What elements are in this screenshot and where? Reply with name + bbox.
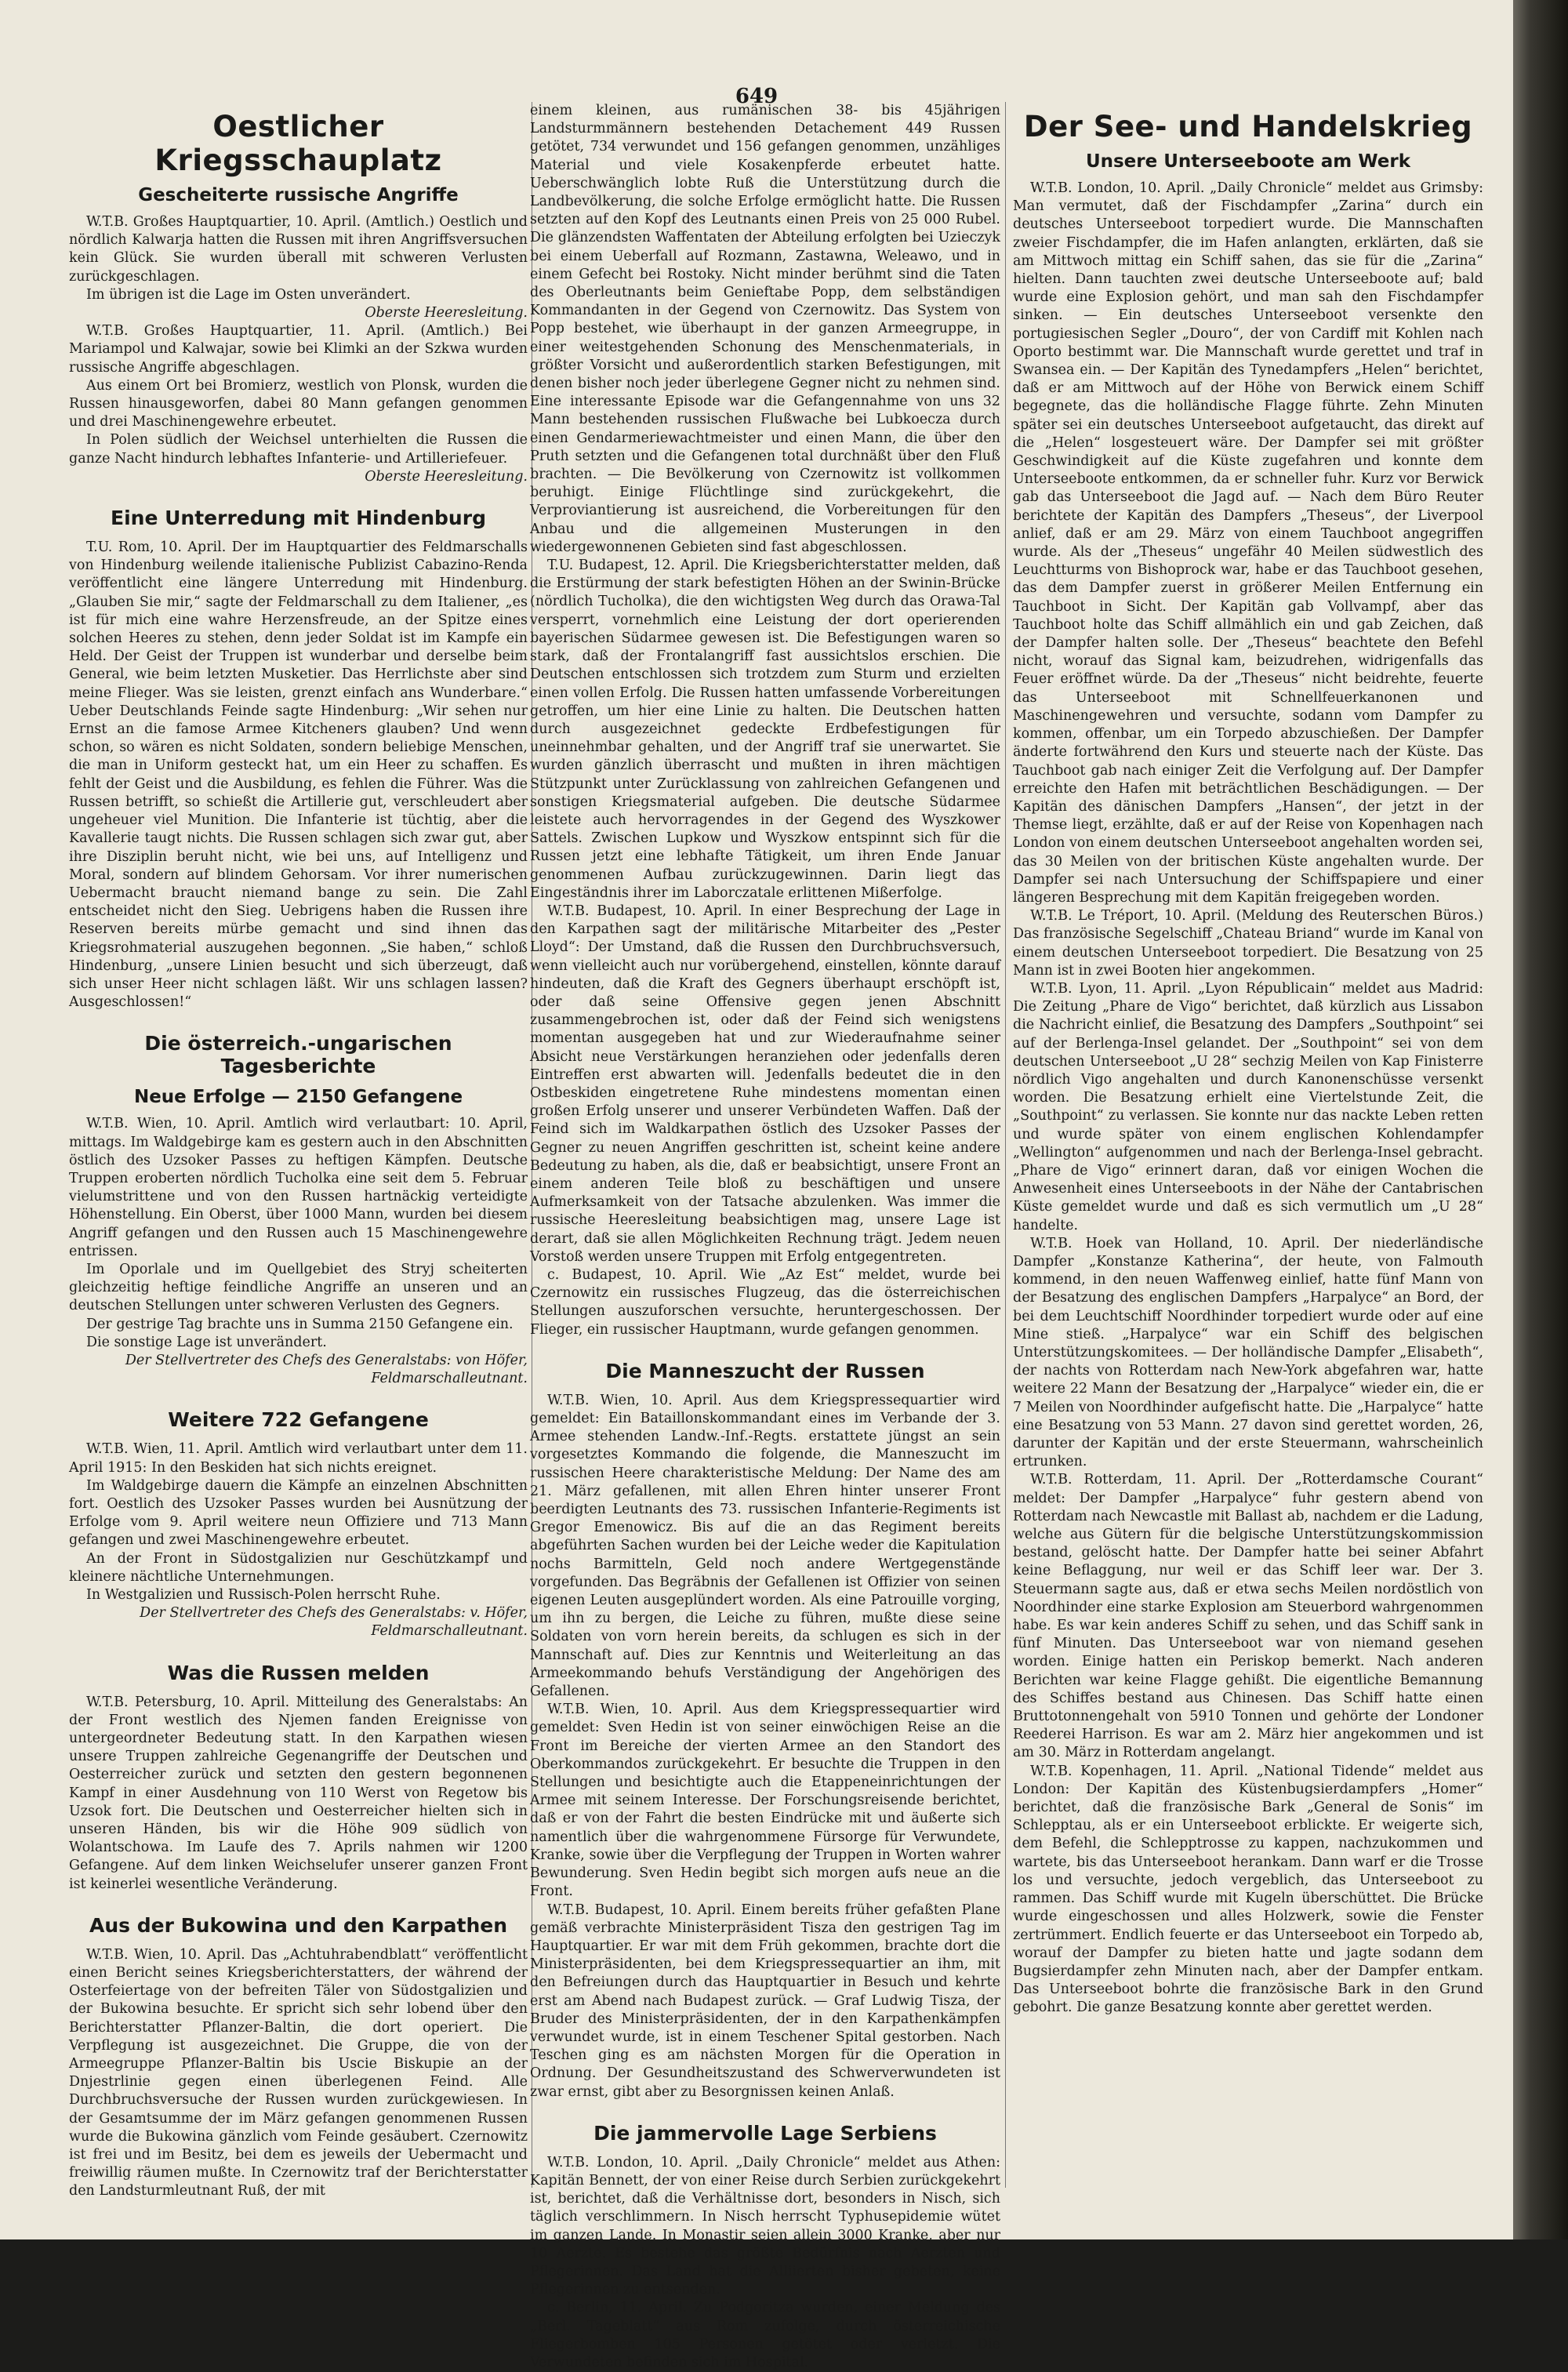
article-paragraph: In Polen südlich der Weichsel unterhielten die Russen die ganze Nacht hindurch lebhaftes Infanterie- und Artilleriefeuer. — [69, 432, 528, 467]
article-paragraph: W.T.B. London, 10. April. „Daily Chronicle“ meldet aus Grimsby: Man vermutet, daß der Fischdampfer „Zarina“ durch ein deutsches Unterseeboot torpediert wurde. Die Mannschaften zweier Fischdampfer, die im Hafen anlangten, erklärten, daß sie am Mittwoch mittag ein Schiff sahen, das sie für die „Zarina“ hielten. Dann tauchten zwei deutsche Unterseeboote auf; bald wurde eine Explosion gehört, und man sah den Fischdampfer sinken. — Ein deutsches Unterseeboot versenkte den portugiesischen Segler „Douro“, der von Cardiff mit Kohlen nach Oporto bestimmt war. Die Mannschaft wurde gerettet und traf in Swansea ein. — Der Kapitän des Tynedampfers „Helen“ berichtet, daß er am Mittwoch auf der Höhe von Berwick einem Schiff begegnete, das die holländische Flagge führte. Zehn Minuten später sei ein deutsches Unterseeboot aufgetaucht, das direkt auf die „Helen“ losgesteuert wäre. Der Dampfer sei mit größter Geschwindigkeit auf die Küste zugefahren und konnte dem Unterseeboote entkommen, da er schneller fuhr. Kurz vor Berwick gab das Unterseeboot die Jagd auf. — Nach dem Büro Reuter berichtete der Kapitän des Dampfers „Theseus“, der Liverpool anlief, daß er am 29. März von einem Tauchboot angegriffen wurde. Als der „Theseus“ ungefähr 40 Meilen südwestlich des Leuchtturms von Bishoprock war, habe er das Tauchboot gesehen, das dem Dampfer zuerst in größerer Meilen Entfernung ein Tauchboot in Sicht. Der Kapitän gab Vollvampf, aber das Tauchboot holte das Schiff allmählich ein und gab Zeichen, daß der Dampfer halten solle. Der „Theseus“ beachtete den Befehl nicht, worauf das Signal kam, beizudrehen, widrigenfalls das Feuer eröffnet würde. Da der „Theseus“ nicht beidrehte, feuerte das Unterseeboot mit Schnellfeuerkanonen und Maschinengewehren und versuchte, sodann vom Dampfer zu kommen, offenbar, um ein Torpedo abzuschießen. Der Dampfer änderte fortwährend den Kurs und steuerte nach der Küste. Das Tauchboot gab nach einiger Zeit die Verfolgung auf. Der Dampfer erreichte den Hafen mit beträchtlichen Beschädigungen. — Der Kapitän des dänischen Dampfers „Hansen“, der jetzt in der Themse liegt, erzählte, daß er auf der Reise von Kopenhagen nach London von einem deutschen Unterseeboot angehalten worden sei, das 30 Meilen von der britischen Küste angehalten wurde. Der Dampfer sei nach Untersuchung der Schiffspapiere und einer längeren Besprechung mit dem Kapitän freigegeben worden. — [1013, 180, 1483, 906]
article-paragraph: c. Berlin, 11. April. Zu Podgoritza wurden, einer Meldung des „Berl. Tageblatt“ aus Rom zufolge, durch österreichische Fliegerbomben 105 Personen getötet oder verletzt. Die Verwundeten befinden sich im Hospital. — [530, 2300, 1000, 2370]
article-paragraph: W.T.B. London, 10. April. „Daily Chronicle“ meldet aus Athen: Kapitän Bennett, der von einer Reise durch Serbien zurückgekehrt ist, berichtet, daß die Verhältnisse dort, besonders in Nisch, sich täglich verschlimmern. In Nisch herrscht Typhusepidemie wütet im ganzen Lande. In Monastir seien allein 3000 Kranke, aber nur 10 Aerzte. Es bestehe das größte Bedürfnis nach Aerzten und Pflegerinnen. Das Land hat die Alliierten bisher gebeten, keine Pflegerinnen zu entsenden. — [530, 2154, 1000, 2298]
signature: Der Stellvertreter des Chefs des Generalstabs: v. Höfer, Feldmarschalleutnant. — [140, 1605, 528, 1640]
headline-bukowina-carpathians: Aus der Bukowina und den Karpathen — [89, 1913, 508, 1937]
article-paragraph: W.T.B. Wien, 11. April. Amtlich wird verlautbart unter dem 11. April 1915: In den Beskiden hat sich nichts ereignet. — [69, 1441, 528, 1476]
signature: Der Stellvertreter des Chefs des Generalstabs: von Höfer, Feldmarschalleutnant. — [125, 1352, 528, 1387]
article-paragraph: W.T.B. Wien, 10. April. Das „Achtuhrabendblatt“ veröffentlicht einen Bericht seines Kriegsberichterstatters, der während der Osterfeiertage von der befreiten Täler von Südostgalizien und der Bukowina besuchte. Er spricht sich sehr lobend über den Berichterstatter Pflanzer-Baltin, die dort operiert. Die Verpflegung ist ausgezeichnet. Die Gruppe, die von der Armeegruppe Pflanzer-Baltin bis Uscie Biskupie an der Dnjestrlinie gegen einen überlegenen Feind. Alle Durchbruchsversuche der Russen wurden zurückgewiesen. In der Gesamtsumme der im März gefangen genommenen Russen wurde die Bukowina gänzlich vom Feinde gesäubert. Czernowitz ist frei und im Besitz, bei dem es jeweils der Uebermacht und freiwillig räumen mußte. In Czernowitz traf der Berichterstatter den Landsturmleutnant Ruß, der mit — [69, 1946, 528, 2199]
article-paragraph: T.U. Budapest, 12. April. Die Kriegsberichterstatter melden, daß die Erstürmung der stark befestigten Höhen an der Swinin-Brücke (nördlich Tucholka), die den wichtigsten Weg durch das Orawa-Tal versperrt, vornehmlich eine Leistung der dort operierenden bayerischen Südarmee gewesen ist. Die Befestigungen waren so stark, daß der Frontalangriff fast aussichtslos erschien. Die Deutschen entschlossen sich trotzdem zum Sturm und erzielten einen vollen Erfolg. Die Russen hatten umfassende Vorbereitungen getroffen, um hier eine Linie zu halten. Die Deutschen hatten durch ausgezeichnet gedeckte Erdbefestigungen für uneinnehmbar gehalten, und der Angriff traf sie unerwartet. Sie wurden gänzlich überrascht und mußten in ihren mächtigen Stützpunkt unter Zurücklassung von zahlreichen Gefangenen und sonstigen Kriegsmaterial aufgeben. Die deutsche Südarmee leistete auch hervorragendes in der Gegend des Wyszkower Sattels. Zwischen Lupkow und Wyszkow entspinnt sich für die Russen jetzt eine lebhafte Tätigkeit, um ihren Ende Januar genommenen Aufbau zurückzugewinnen. Darin liegt das Eingeständnis ihrer im Laborczatale erlittenen Mißerfolge. — [530, 558, 1000, 901]
book-binding-edge — [1513, 0, 1568, 2239]
article-paragraph: einem kleinen, aus rumänischen 38- bis 45jährigen Landsturmmännern bestehenden Detachement 449 Russen getötet, 734 verwundet und 156 gefangen genommen, unzähliges Material und viele Kosakenpferde erbeutet hatte. Ueberschwänglich lobte Ruß die Unterstützung durch die Landbevölkerung, die solche Erfolge ermöglicht hatte. Die Russen setzten auf den Kopf des Leutnants einen Preis von 25 000 Rubel. Die glänzendsten Waffentaten der Abteilung erfolgten bei Uzieczyk bei einem Ueberfall auf Rozmann, Zastawna, Weleawo, und in einem Gefecht bei Rostoky. Nicht minder berühmt sind die Taten des Oberleutnants beim Genieftabe Popp, dem selbständigen Kommandanten in der Gegend von Czernowitz. Das System von Popp bestehet, wie überhaupt in der ganzen Armeegruppe, in einer weitestgehenden Schonung des Menschenmaterials, in größter Vorsicht und außerordentlich starken Befestigungen, mit denen bisher noch jeder überlegene Gegner nicht zu nehmen sind. Eine interessante Episode war die Gefangennahme von uns 32 Mann bestehenden russischen Flußwache bei Lubkoecza durch einen Gendarmeriewachtmeister und einen Mann, die über den Pruth setzten und die Gefangenen total durchnäßt über den Fluß brachten. — Die Bevölkerung von Czernowitz ist vollkommen beruhigt. Einige Flüchtlinge sind zurückgekehrt, die Verproviantierung ist ausreichend, die Vorbereitungen für den Anbau und die allgemeinen Musterungen in den wiedergewonnenen Gebieten sind fast abgeschlossen. — [530, 103, 1000, 555]
article-paragraph: T.U. Rom, 10. April. Der im Hauptquartier des Feldmarschalls von Hindenburg weilende italienische Publizist Cabazino-Renda veröffentlicht eine längere Unterredung mit Hindenburg. „Glauben Sie mir,“ sagte der Feldmarschall zu dem Italiener, „es ist für mich eine wahre Herzensfreude, an der Spitze eines solchen Heeres zu stehen, denn jeder Soldat ist im Kampfe ein Held. Der Geist der Truppen ist wunderbar und derselbe beim General, wie beim letzten Musketier. Das Herrlichste aber sind meine Flieger. Was sie leisten, grenzt einfach ans Wunderbare.“ Ueber Deutschlands Feinde sagte Hindenburg: „Wir sehen nur Ernst an die famose Armee Kitcheners glauben? Und wenn schon, so wären es nicht Soldaten, sondern beliebige Menschen, die man in Uniform gesteckt hat, um ein Heer zu schaffen. Es fehlt der Geist und die Ausbildung, es fehlen die Führer. Was die Russen betrifft, so schießt die Artillerie gut, verschleudert aber ungeheuer viel Munition. Die Infanterie ist tüchtig, aber die Kavallerie taugt nichts. Die Russen schlagen sich zwar gut, aber ihre Disziplin beruht nicht, wie bei uns, auf Intelligenz und Moral, sondern auf blindem Gehorsam. Vor ihrer numerischen Uebermacht braucht niemand bange zu sein. Die Zahl entscheidet nicht den Sieg. Uebrigens haben die Russen ihre Reserven bereits mürbe gemacht und sind ihnen das Kriegsrohmaterial auszugehen begonnen. „Sie haben,“ schloß Hindenburg, „unsere Linien besucht und sich überzeugt, daß sich unser Heer nicht schlagen läßt. Wir uns schlagen lassen? Ausgeschlossen!“ — [69, 539, 528, 1011]
article-paragraph: W.T.B. Petersburg, 10. April. Mitteilung des Generalstabs: An der Front westlich des Njemen fanden Ereignisse von untergeordneter Bedeutung statt. In den Karpathen wiesen unsere Truppen zahlreiche Gegenangriffe der Deutschen und Oesterreicher zurück und setzten den gestern begonnenen Kampf in einer Ausdehnung von 110 Werst von Regetow bis Uzsok fort. Die Deutschen und Oesterreicher hielten sich in unseren Händen, bis wir die Höhe 909 südlich von Wolantschowa. Im Laufe des 7. Aprils nahmen wir 1200 Gefangene. Auf dem linken Weichselufer unserer ganzen Front ist keinerlei wesentliche Veränderung. — [69, 1694, 528, 1892]
article-paragraph: W.T.B. Wien, 10. April. Aus dem Kriegspressequartier wird gemeldet: Ein Bataillonskommandant eines im Verbande der 3. Armee stehenden Landw.-Inf.-Regts. erstattete jüngst an sein vorgesetztes Kommando die folgende, die Manneszucht im russischen Heere charakteristische Meldung: Der Name des am 21. März gefallenen, mit allen Ehren hinter unserer Front beerdigten Leutnants des 73. russischen Infanterie-Regiments ist Gregor Emenowicz. Bis auf die an das Regiment bereits abgeführten Sachen wurden bei der Leiche weder die Kapitulation nochs Barmitteln, Geld noch andere Wertgegenstände vorgefunden. Das Begräbnis der Gefallenen ist Offizier von seinen eigenen Leuten ausgeplündert worden. Als eine Patrouille vorging, um ihn zu bergen, die Leiche zu führen, mußte diese seine Soldaten von vorn herein bereits, da schlugen es sich in der Mannschaft auf. Dies zur Kenntnis und Weiterleitung an das Armeekommando behufs Verständigung der Angehörigen des Gefallenen. — [530, 1392, 1000, 1700]
column-middle — [530, 102, 1000, 2370]
column-left — [69, 94, 528, 2203]
headline-russian-reports: Was die Russen melden — [167, 1661, 430, 1684]
article-paragraph: Im Waldgebirge dauern die Kämpfe an einzelnen Abschnitten fort. Oestlich des Uzsoker Passes wurden bei Ausnützung der Erfolge vom 9. April weitere neun Offiziere und 713 Mann gefangen und zwei Maschinengewehre erbeutet. — [69, 1477, 528, 1549]
section-title-naval-war: Der See- und Handelskrieg — [1023, 110, 1473, 143]
article-paragraph: W.T.B. Wien, 10. April. Aus dem Kriegspressequartier wird gemeldet: Sven Hedin ist von seiner einwöchigen Reise an die Front im Bereiche der vierten Armee an den Standort des Oberkommandos zurückgekehrt. Er besuchte die Truppen in den Stellungen und besichtigte auch die Etappeneinrichtungen der Armee mit seinem Interesse. Der Forschungsreisende berichtet, daß er von der Fahrt die besten Eindrücke mit und äußerte sich namentlich über die wahrgenommene Fürsorge für Verwundete, Kranke, sowie über die Verpflegung der Truppen in Worten wahrer Bewunderung. Sven Hedin begibt sich morgen aufs neue an die Front. — [530, 1702, 1000, 1900]
headline-hindenburg-interview: Eine Unterredung mit Hindenburg — [111, 507, 486, 530]
article-paragraph: Der gestrige Tag brachte uns in Summa 2150 Gefangene ein. — [86, 1316, 514, 1332]
article-paragraph: W.T.B. Hoek van Holland, 10. April. Der niederländische Dampfer „Konstanze Katherina“, der heute, von Falmouth kommend, in den neuen Waffenweg einlief, hatte fünf Mann von der Besatzung des englischen Dampfers „Harpalyce“ an Bord, der bei dem Leuchtschiff Noordhinder torpediert wurde oder auf eine Mine stieß. „Harpalyce“ war ein Schiff des belgischen Unterstützungskomitees. — Der holländische Dampfer „Elisabeth“, der nachts von Rotterdam nach New-York abgefahren war, hatte weitere 22 Mann der Besatzung der „Harpalyce“ wieder ein, die er 7 Meilen von Noordhinder aufgefischt hatte. Die „Harpalyce“ hatte eine Besatzung von 53 Mann. 27 davon sind gerettet worden, 26, darunter der Kapitän und der erste Steuermann, wahrscheinlich ertrunken. — [1013, 1235, 1483, 1470]
article-paragraph: In Westgalizien und Russisch-Polen herrscht Ruhe. — [86, 1587, 441, 1603]
article-paragraph: W.T.B. Großes Hauptquartier, 11. April. (Amtlich.) Bei Mariampol und Kalwajar, sowie bei Klimki an der Szkwa wurden russische Angriffe abgeschlagen. — [69, 323, 528, 376]
article-paragraph: c. Budapest, 10. April. Wie „Az Est“ meldet, wurde bei Czernowitz ein russisches Flugzeug, das die österreichischen Stellungen auszuforschen versuchte, heruntergeschossen. Der Flieger, ein russischer Hauptmann, wurde gefangen genommen. — [530, 1267, 1000, 1338]
subtitle-failed-attacks: Gescheiterte russische Angriffe — [138, 185, 459, 205]
article-paragraph: Aus einem Ort bei Bromierz, westlich von Plonsk, wurden die Russen hinausgeworfen, dabei 80 Mann gefangen genommen und drei Maschinengewehre erbeutet. — [69, 377, 528, 430]
article-paragraph: Die sonstige Lage ist unverändert. — [86, 1334, 327, 1350]
headline-further-prisoners: Weitere 722 Gefangene — [168, 1408, 429, 1432]
section-title-eastern-front: Oestlicher Kriegsschauplatz — [154, 110, 442, 177]
article-paragraph: Im übrigen ist die Lage im Osten unverändert. — [86, 286, 411, 303]
headline-serbia: Die jammervolle Lage Serbiens — [593, 2121, 937, 2145]
article-paragraph: W.T.B. Kopenhagen, 11. April. „National Tidende“ meldet aus London: Der Kapitän des Küstenbugsierdampfers „Homer“ berichtet, daß die französische Bark „General de Sonis“ im Schlepptau, als er ein Unterseeboot erblickte. Er weigerte sich, dem Befehl, die Schlepptrosse zu kappen, nachzukommen und wartete, bis das Unterseeboot herankam. Dann warf er die Trosse los und versuchte, jedoch vergeblich, das Unterseeboot zu rammen. Das Schiff wurde mit Kugeln überschüttet. Die Brücke wurde eingeschossen und alles Holzwerk, sowie die Fenster zertrümmert. Endlich feuerte er das Unterseeboot ein Torpedo ab, worauf der Dampfer zu bieten hatte und jagte sodann dem Bugsierdampfer zehn Minuten nach, aber der Dampfer entkam. Das Unterseeboot bohrte die französische Bark in den Grund gebohrt. Die ganze Besatzung konnte aber gerettet werden. — [1013, 1763, 1483, 2016]
article-paragraph: W.T.B. Wien, 10. April. Amtlich wird verlautbart: 10. April, mittags. Im Waldgebirge kam es gestern auch in den Abschnitten östlich des Uzsoker Passes zu heftigen Kämpfen. Deutsche Truppen eroberten nördlich Tucholka eine seit dem 5. Februar vielumstrittene und von den Russen hartnäckig verteidigte Höhenstellung. Ein Oberst, über 1000 Mann, wurden bei diesem Angriff gefangen und den Russen auch 15 Maschinengewehre entrissen. — [69, 1116, 528, 1259]
subtitle-submarines: Unsere Unterseeboote am Werk — [1085, 151, 1411, 172]
column-rule — [1005, 102, 1006, 2188]
signature: Oberste Heeresleitung. — [365, 305, 528, 321]
signature: Oberste Heeresleitung. — [365, 468, 528, 485]
article-paragraph: W.T.B. Lyon, 11. April. „Lyon Républicain“ meldet aus Madrid: Die Zeitung „Phare de Vigo“ berichtet, daß kürzlich aus Lissabon die Nachricht einlief, die Besatzung des Dampfers „Southpoint“ sei auf der Berlenga-Insel gelandet. Der „Southpoint“ sei von dem deutschen Unterseeboot „U 28“ sechzig Meilen von Kap Finisterre nördlich Vigo angehalten und durch Kanonenschüsse versenkt worden. Die Besatzung erhielt eine Viertelstunde Zeit, die „Southpoint“ zu verlassen. Sie konnte nur das nackte Leben retten und wurde später von einem englischen Kohlendampfer „Wellington“ aufgenommen und nach der Berlenga-Insel gebracht. „Phare de Vigo“ erinnert daran, daß vor einigen Wochen die Anwesenheit eines Unterseeboots in der Nähe der Cantabrischen Küste gemeldet wurde und daß es sich vermutlich um „U 28“ handelte. — [1013, 980, 1483, 1233]
page-number: 649 — [735, 85, 779, 108]
article-paragraph: W.T.B. Rotterdam, 11. April. Der „Rotterdamsche Courant“ meldet: Der Dampfer „Harpalyce“ fuhr gestern abend von Rotterdam nach Newcastle mit Ballast ab, nachdem er die Ladung, welche aus Gütern für die belgische Unterstützungskommission bestand, gelöscht hatte. Der Dampfer hatte bei seiner Abfahrt keine Beflaggung, nur weil er das Schiff leer war. Der 3. Steuermann sagte aus, daß er etwa sechs Meilen nordöstlich von Noordhinder eine starke Explosion am Steuerbord wahrgenommen habe. Es war kein anderes Schiff zu sehen, und das Schiff sank in fünf Minuten. Das Unterseeboot war von niemand gesehen worden. Einige hatten ein Periskop bemerkt. Nach anderen Berichten war keine Flagge gehißt. Die eigentliche Bemannung des Schiffes bestand aus Chinesen. Das Schiff hatte einen Bruttotonnengehalt von 5910 Tonnen und gehörte der Londoner Reederei Harrison. Es war am 2. März hier angekommen und ist am 30. März in Rotterdam angelangt. — [1013, 1472, 1483, 1761]
article-paragraph: W.T.B. Budapest, 10. April. In einer Besprechung der Lage in den Karpathen sagt der militärische Mitarbeiter des „Pester Lloyd“: Der Umstand, daß die Russen den Durchbruchsversuch, wenn vielleicht auch nur vorübergehend, einstellen, könnte darauf hindeuten, daß die Kraft des Gegners überhaupt erschöpft ist, oder daß seine Offensive gegen jenen Abschnitt zusammengebrochen ist, oder daß der Feind sich wenigstens momentan ausgegeben hat und zur Wiederaufnahme seiner Absicht neue Verstärkungen heranziehen oder jedenfalls deren Eintreffen erst abwarten will. Jedenfalls bedeutet die in den Ostbeskiden eingetretene Ruhe mindestens momentan einen großen Erfolg unserer und unserer Verbündeten Waffen. Daß der Feind sich im Waldkarpathen östlich des Uzsoker Passes der Gegner zu neuen Angriffen geschritten ist, scheint keine andere Bedeutung zu haben, als die, daß er beabsichtigt, unsere Front an einem anderen Teile bloß zu beschäftigen und unsere Aufmerksamkeit von der Tatsache abzulenken. Was immer die russische Heeresleitung beabsichtigen mag, unsere Lage ist derart, daß sie allen Möglichkeiten Rechnung trägt. Jedem neuen Vorstoß werden unsere Truppen mit Erfolg entgegentreten. — [530, 903, 1000, 1265]
headline-russian-discipline: Die Manneszucht der Russen — [605, 1359, 925, 1382]
subtitle-new-successes: Neue Erfolge — 2150 Gefangene — [133, 1087, 463, 1108]
article-paragraph: An der Front in Südostgalizien nur Geschützkampf und kleinere nächtliche Unternehmungen. — [69, 1550, 528, 1585]
article-paragraph: W.T.B. Budapest, 10. April. Einem bereits früher gefaßten Plane gemäß verbrachte Ministerpräsident Tisza den gestrigen Tag im Hauptquartier. Er war mit dem Früh gekommen, brachte dort die Ministerpräsidenten, bei dem Kriegspressequartier an ihm, mit den Befreiungen durch das Hauptquartier in Besuch und kehrte erst am Abend nach Budapest zurück. — Graf Ludwig Tisza, der Bruder des Ministerpräsidenten, der in den Karpathenkämpfen verwundet wurde, ist in einem Teschener Spital gestorben. Nach Teschen ging es am nächsten Morgen für die Operation in Ordnung. Der Gesundheitszustand des Schwerverwundeten ist zwar ernst, gibt aber zu Besorgnissen keinen Anlaß. — [530, 1902, 1000, 2100]
headline-austro-hungarian-reports: Die österreich.-ungarischen Tagesberichte — [144, 1032, 452, 1078]
article-paragraph: W.T.B. Großes Hauptquartier, 10. April. (Amtlich.) Oestlich und nördlich Kalwarja hatten die Russen mit ihren Angriffsversuchen kein Glück. Sie wurden überall mit schweren Verlusten zurückgeschlagen. — [69, 214, 528, 285]
column-right — [1013, 94, 1483, 2203]
article-paragraph: W.T.B. Le Tréport, 10. April. (Meldung des Reuterschen Büros.) Das französische Segelschiff „Chateau Briand“ wurde im Kanal von einem deutschen Unterseeboot torpediert. Die Besatzung von 25 Mann ist in zwei Booten hier angekommen. — [1013, 908, 1483, 979]
article-paragraph: Im Oporlale und im Quellgebiet des Stryj scheiterten gleichzeitig heftige feindliche Angriffe an unseren und an deutschen Stellungen unter schweren Verlusten des Gegners. — [69, 1261, 528, 1314]
